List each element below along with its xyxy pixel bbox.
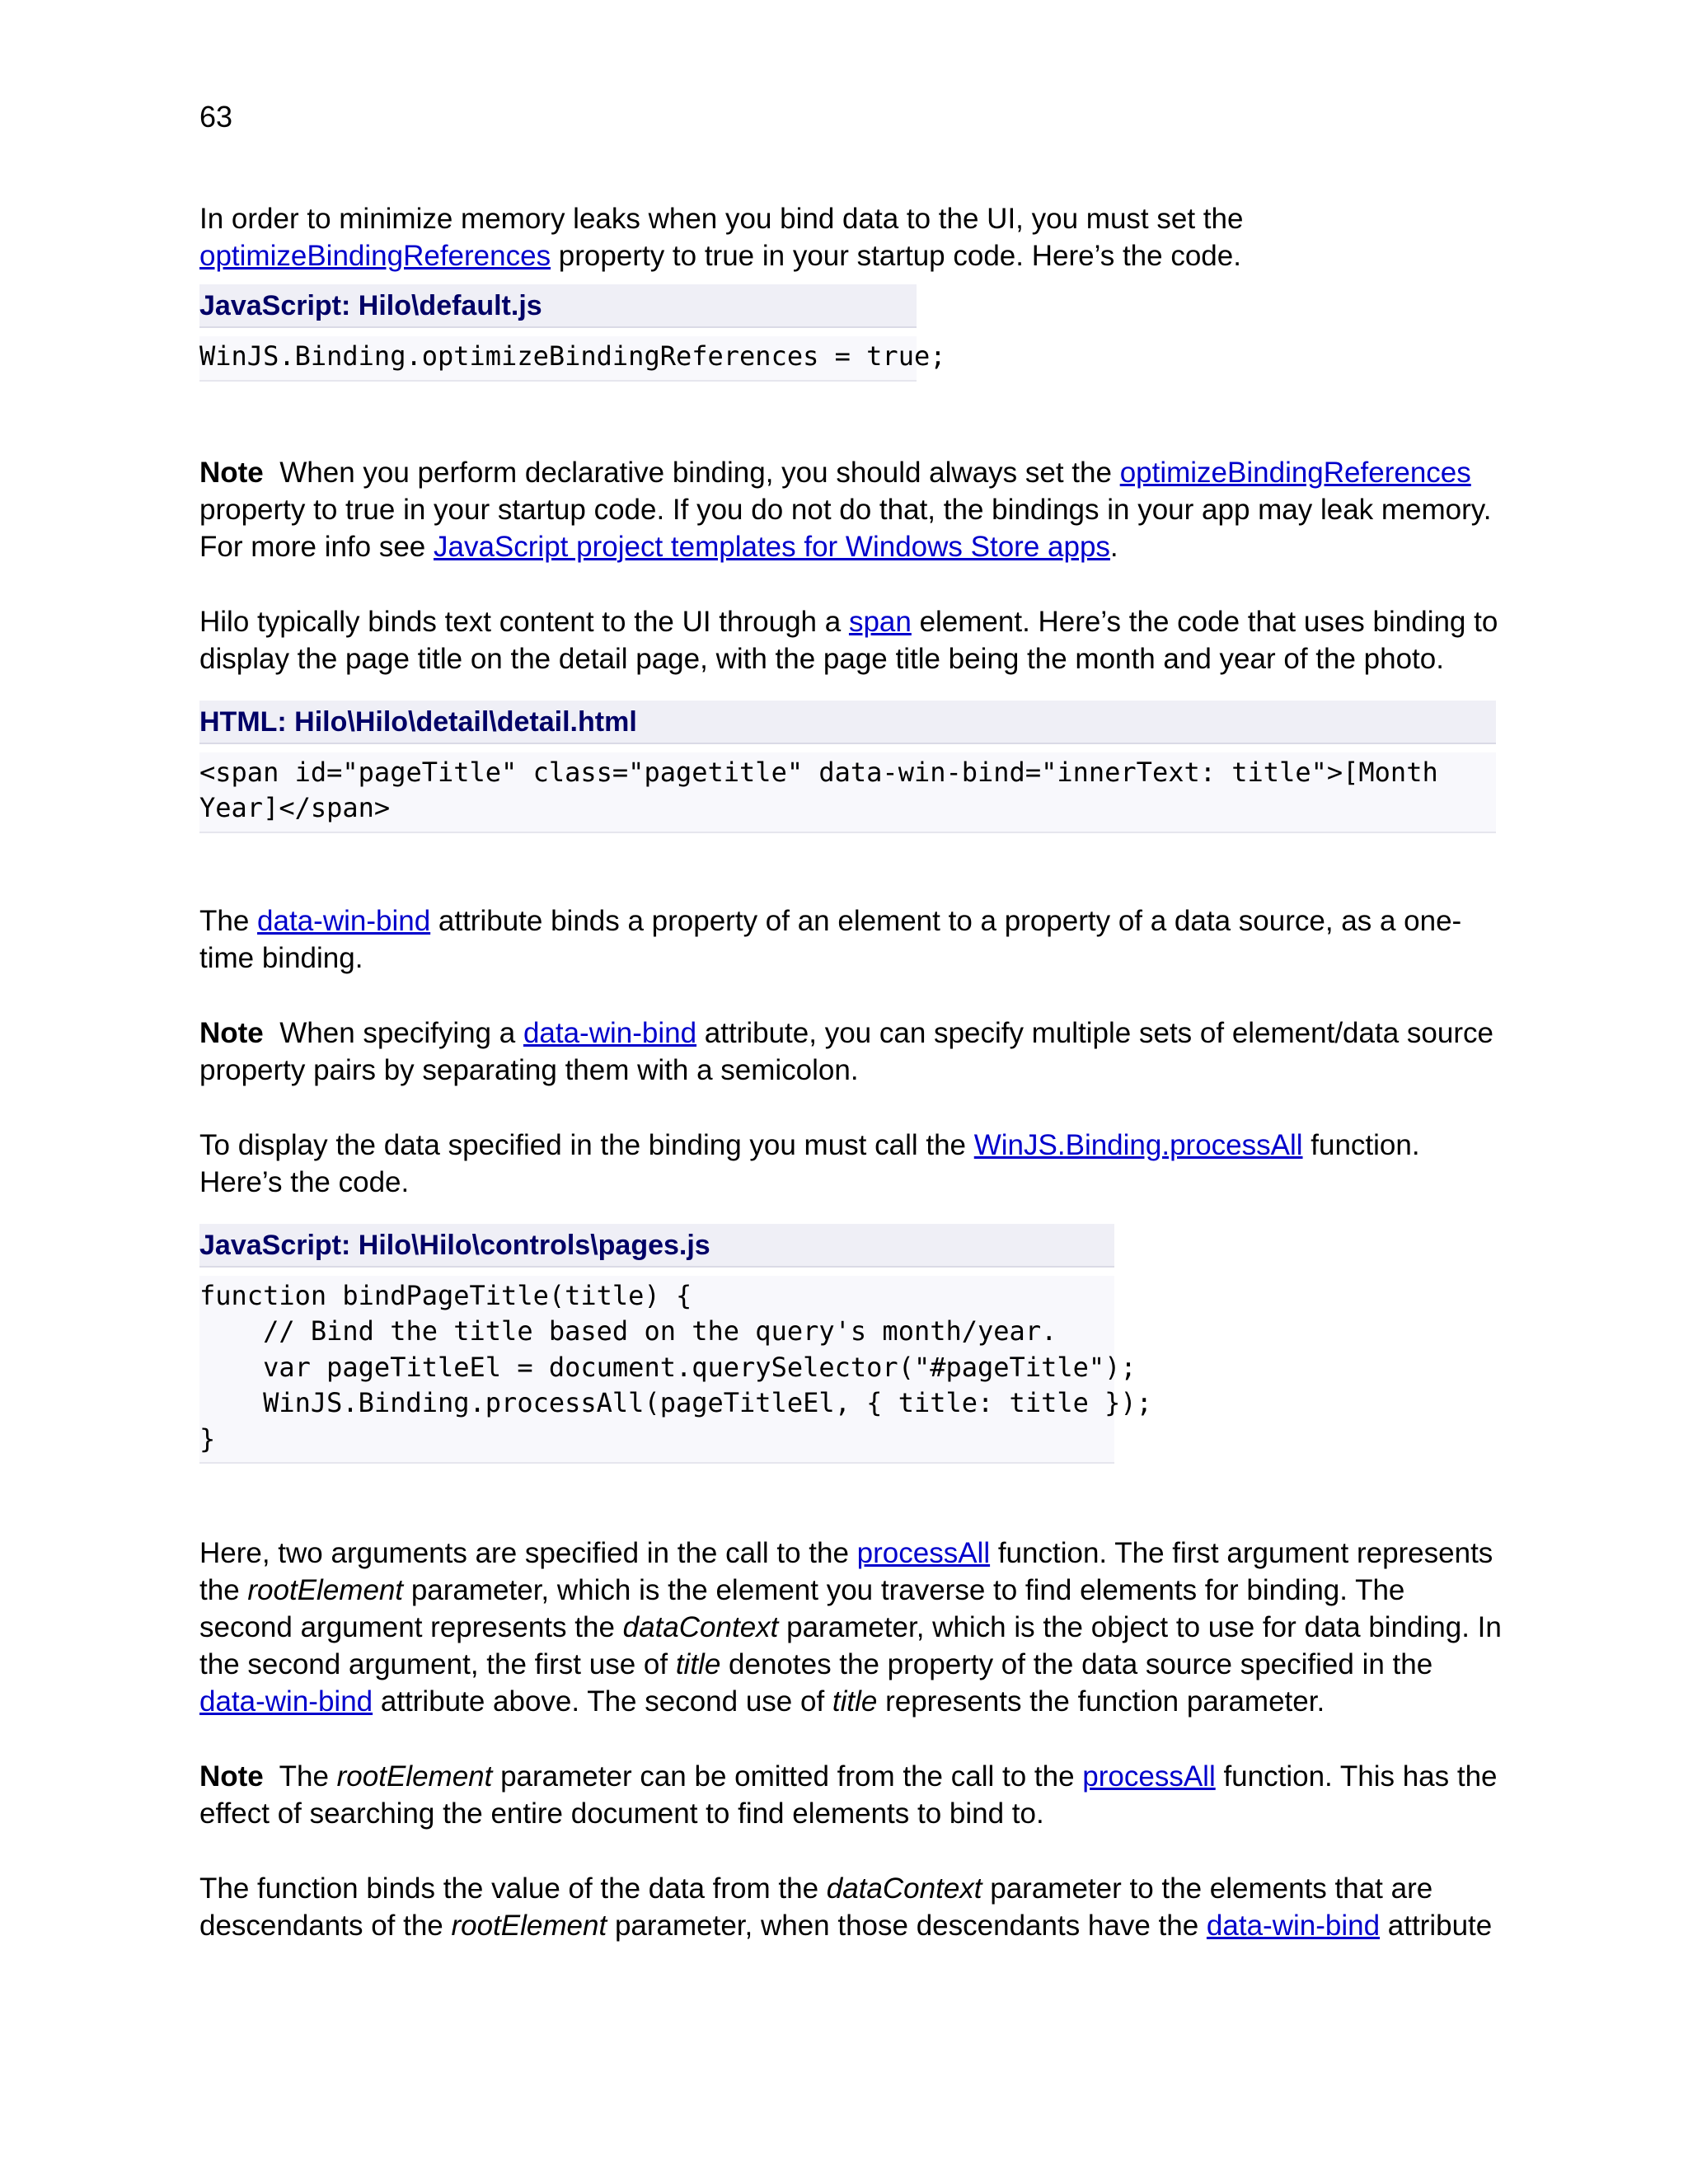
text: attribute above. The second use of	[373, 1685, 832, 1718]
text: In order to minimize memory leaks when you bind data to the UI, you must set the	[199, 203, 1244, 235]
text: Here, two arguments are specified in the call to the	[199, 1537, 857, 1569]
page-number: 63	[199, 100, 233, 134]
text: attribute binds a property of an element to a property of a data source, as a one-time binding.	[199, 904, 1462, 974]
note-data-win-bind	[199, 1015, 1502, 1089]
link-processall[interactable]: processAll	[1082, 1760, 1216, 1793]
text-italic: dataContext	[826, 1872, 982, 1905]
text: When specifying a	[263, 1016, 523, 1049]
code-block-title: JavaScript: Hilo\default.js	[199, 284, 917, 328]
link-span[interactable]: span	[848, 605, 912, 638]
paragraph-function-binds	[199, 1870, 1502, 1944]
text: property to true in your startup code. If you do not do that, the bindings in your app may leak memory. For more info see	[199, 493, 1492, 563]
note-root-element	[199, 1758, 1502, 1832]
text-italic: rootElement	[451, 1910, 607, 1942]
text: function. Here’s the code.	[199, 1128, 1420, 1198]
text: The	[263, 1760, 337, 1793]
text: function. The first argument represents the	[199, 1537, 1493, 1606]
text: parameter, when those descendants have the	[607, 1910, 1207, 1942]
paragraph-process-all	[199, 1127, 1502, 1201]
link-data-win-bind[interactable]: data-win-bind	[1206, 1910, 1381, 1942]
link-data-win-bind[interactable]: data-win-bind	[523, 1016, 697, 1049]
paragraph-optimize-intro	[199, 200, 1502, 274]
text: parameter to the elements that are descendants of the	[199, 1872, 1433, 1942]
note-label: Note	[199, 456, 264, 489]
paragraph-data-win-bind	[199, 902, 1502, 977]
text: parameter can be omitted from the call to the	[492, 1760, 1083, 1793]
text: parameter, which is the element you traverse to find elements for binding. The second argument represents the	[199, 1574, 1405, 1643]
text-italic: title	[832, 1685, 878, 1718]
code-block-pages-js	[199, 1224, 1152, 1465]
text-italic: rootElement	[336, 1760, 493, 1793]
text: .	[1109, 530, 1118, 563]
text: attribute, you can specify multiple sets of element/data source property pairs by separating them with a semicolon.	[199, 1016, 1493, 1086]
text: element. Here’s the code that uses binding to display the page title on the detail page, with the page title being the month and year of the photo.	[199, 605, 1498, 675]
paragraph-process-all-arguments	[199, 1535, 1502, 1720]
link-javascript-project-templates[interactable]: JavaScript project templates for Windows Store apps	[434, 530, 1110, 563]
code-block-detail-html	[199, 701, 1496, 833]
code-block-body: WinJS.Binding.optimizeBindingReferences = true;	[199, 336, 917, 382]
text-italic: dataContext	[622, 1611, 779, 1643]
note-label: Note	[199, 1016, 264, 1049]
link-winjs-binding-processall[interactable]: WinJS.Binding.processAll	[973, 1128, 1303, 1161]
text: parameter, which is the object to use for data binding. In the second argument, the first use of	[199, 1611, 1502, 1680]
text-italic: title	[675, 1648, 721, 1680]
code-block-title: JavaScript: Hilo\Hilo\controls\pages.js	[199, 1224, 1114, 1268]
paragraph-span-binding	[199, 603, 1502, 677]
link-data-win-bind[interactable]: data-win-bind	[257, 904, 431, 937]
code-block-body: <span id="pageTitle" class="pagetitle" data-win-bind="innerText: title">[Month Year]</span>	[199, 752, 1496, 833]
text: To display the data specified in the binding you must call the	[199, 1128, 974, 1161]
link-data-win-bind[interactable]: data-win-bind	[199, 1685, 373, 1718]
code-block-body: function bindPageTitle(title) { // Bind the title based on the query's month/year. var pageTitleEl = document.querySelector("#pageTitle"); WinJS.Binding.processAll(pageTitleEl, { title: title }); }	[199, 1276, 1114, 1465]
text: When you perform declarative binding, you should always set the	[263, 456, 1120, 489]
note-label: Note	[199, 1760, 264, 1793]
text-italic: rootElement	[247, 1574, 404, 1606]
link-optimize-binding-references[interactable]: optimizeBindingReferences	[199, 240, 551, 272]
code-block-default-js	[199, 284, 946, 382]
text: The	[199, 904, 258, 937]
text: represents the function parameter.	[877, 1685, 1325, 1718]
text: The function binds the value of the data from the	[199, 1872, 827, 1905]
link-processall[interactable]: processAll	[856, 1537, 991, 1569]
code-block-title: HTML: Hilo\Hilo\detail\detail.html	[199, 701, 1496, 744]
note-optimize-binding	[199, 454, 1502, 565]
text: Hilo typically binds text content to the UI through a	[199, 605, 849, 638]
text: function. This has the effect of searching the entire document to find elements to bind to.	[199, 1760, 1498, 1830]
page-content	[199, 200, 1502, 1944]
link-optimize-binding-references[interactable]: optimizeBindingReferences	[1119, 456, 1471, 489]
text: property to true in your startup code. Here’s the code.	[551, 240, 1241, 272]
text: attribute	[1380, 1910, 1493, 1942]
text: denotes the property of the data source specified in the	[720, 1648, 1433, 1680]
